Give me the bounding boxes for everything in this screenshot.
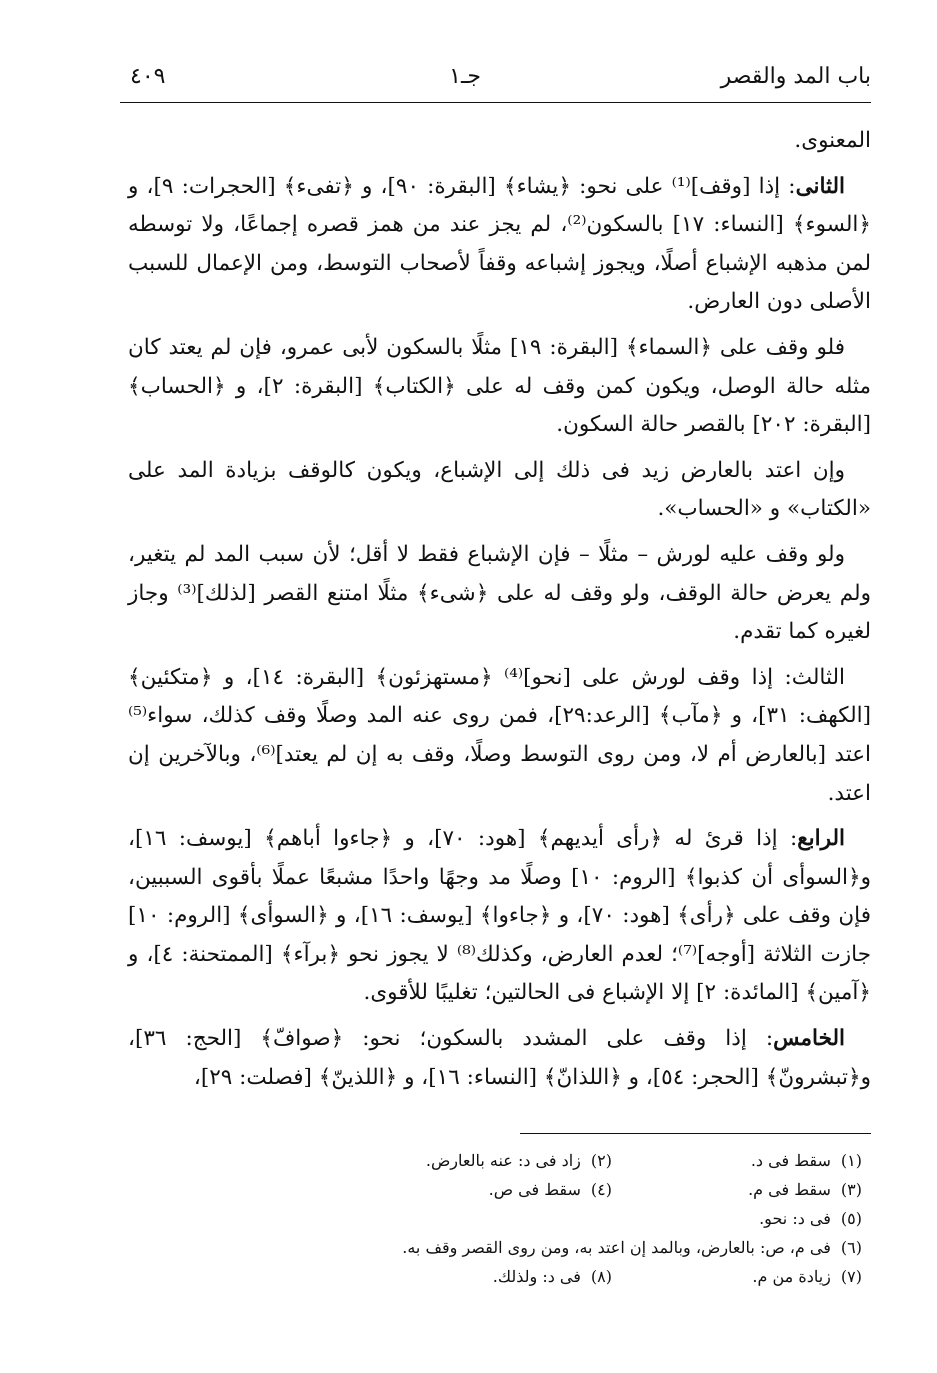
footnote-rule xyxy=(520,1133,871,1134)
section-heading: الثانى xyxy=(795,173,846,199)
footnote-row xyxy=(128,1146,862,1175)
footnote: (٨)فى د: ولذلك. xyxy=(492,1267,612,1286)
footnote: (١)سقط فى د. xyxy=(750,1151,862,1170)
footnote: (٦)فى م، ص: بالعارض، وبالمد إن اعتد به، ومن روى القصر وقف به. xyxy=(402,1238,862,1257)
page-number: ٤٠٩ xyxy=(130,64,166,89)
paragraph: الرابع: إذا قرئ له ﴿رأى أيديهم﴾ [هود: ٧٠]، و ﴿جاءوا أباهم﴾ [يوسف: ١٦]، و﴿السوأى أن كذبوا﴾ [الروم: ١٠] وصلًا مد وجهًا واحدًا مشبعًا عملًا بأقوى السببين، فإن وقف على ﴿رأى﴾ [هود: ٧٠]، و ﴿جاءوا﴾ [يوسف: ١٦]، و ﴿السوأى﴾ [الروم: ١٠] جازت الثلاثة [أوجه]⁽⁷⁾؛ لعدم العارض، وكذلك⁽⁸⁾ لا يجوز نحو ﴿برآء﴾ [الممتحنة: ٤]، و ﴿آمين﴾ [المائدة: ٢] إلا الإشباع فى الحالتين؛ تغليبًا للأقوى. xyxy=(128,826,872,1006)
paragraph: الثانى: إذا [وقف]⁽¹⁾ على نحو: ﴿يشاء﴾ [البقرة: ٩٠]، و ﴿تفىء﴾ [الحجرات: ٩]، و ﴿السوء﴾ [النساء: ١٧] بالسكون⁽²⁾، لم يجز عند من همز قصره إجماعًا، ولا توسطه لمن مذهبه الإشباع أصلًا، ويجوز إشباعه وقفاً لأصحاب التوسط، ومن الإعمال للسبب الأصلى دون العارض. xyxy=(128,173,871,315)
paragraph: ولو وقف عليه لورش – مثلًا – فإن الإشباع فقط لا أقل؛ لأن سبب المد لم يتغير، ولم يعرض حالة الوقف، ولو وقف له على ﴿شىء﴾ مثلًا امتنع القصر [لذلك]⁽³⁾ وجاز لغيره كما تقدم. xyxy=(128,541,871,645)
header-rule xyxy=(120,102,871,103)
section-heading: الرابع xyxy=(797,826,845,852)
footnote-row xyxy=(128,1204,862,1233)
paragraph: وإن اعتد بالعارض زيد فى ذلك إلى الإشباع، ويكون كالوقف بزيادة المد على «الكتاب» و «الحساب». xyxy=(128,457,871,522)
paragraph: الثالث: إذا وقف لورش على [نحو]⁽⁴⁾ ﴿مستهزئون﴾ [البقرة: ١٤]، و ﴿متكئين﴾ [الكهف: ٣١]، و ﴿مآب﴾ [الرعد:٢٩]، فمن روى عنه المد وصلًا وقف كذلك، سواء⁽⁵⁾ اعتد [بالعارض أم لا، ومن روى التوسط وصلًا، وقف به إن لم يعتد]⁽⁶⁾، وبالآخرين إن اعتد. xyxy=(128,664,871,806)
running-header xyxy=(120,58,871,102)
footnote-row xyxy=(128,1262,862,1291)
footnotes xyxy=(128,1146,862,1291)
main-text xyxy=(128,122,871,1104)
footnote: (٥)فى د: نحو. xyxy=(759,1209,862,1228)
section-heading: الخامس xyxy=(773,1026,845,1052)
footnote-row xyxy=(128,1175,862,1204)
footnote: (٢)زاد فى د: عنه بالعارض. xyxy=(425,1151,612,1170)
paragraph: فلو وقف على ﴿السماء﴾ [البقرة: ١٩] مثلًا بالسكون لأبى عمرو، فإن لم يعتد كان مثله حالة الوصل، ويكون كمن وقف له على ﴿الكتاب﴾ [البقرة: ٢]، و ﴿الحساب﴾ [البقرة: ٢٠٢] بالقصر حالة السكون. xyxy=(128,334,871,438)
footnote: (٤)سقط فى ص. xyxy=(488,1180,612,1199)
footnote: (٧)زيادة من م. xyxy=(752,1267,862,1286)
paragraph: المعنوى. xyxy=(794,128,871,153)
footnote-row xyxy=(128,1233,862,1262)
volume-label: جـ١ xyxy=(449,64,481,89)
footnote: (٣)سقط فى م. xyxy=(748,1180,862,1199)
chapter-title: باب المد والقصر xyxy=(720,64,871,89)
paragraph: الخامس: إذا وقف على المشدد بالسكون؛ نحو: ﴿صوافّ﴾ [الحج: ٣٦]، و﴿تبشرونّ﴾ [الحجر: ٥٤]، و ﴿اللذانّ﴾ [النساء: ١٦]، و ﴿اللذينّ﴾ [فصلت: ٢٩]، xyxy=(128,1026,871,1090)
